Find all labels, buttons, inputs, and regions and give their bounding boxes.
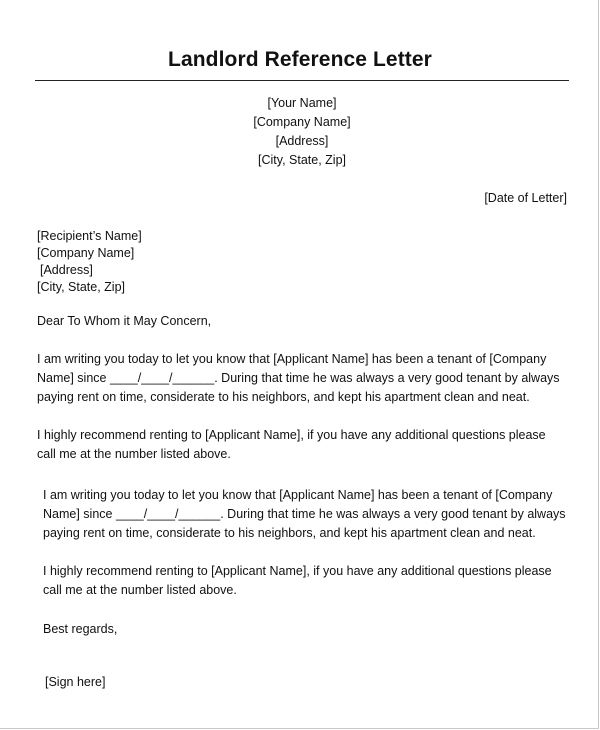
paragraph-1-line-3: paying rent on time, considerate to his neighbors, and kept his apartment clean and neat.: [37, 390, 530, 404]
paragraph-3-line-1: I am writing you today to let you know that [Applicant Name] has been a tenant of [Company: [43, 488, 553, 502]
closing: Best regards,: [43, 622, 118, 636]
paragraph-4-line-2: call me at the number listed above.: [43, 583, 237, 597]
recipient-city: [City, State, Zip]: [37, 280, 125, 294]
title-divider: [35, 80, 569, 81]
paragraph-2-line-2: call me at the number listed above.: [37, 447, 231, 461]
sender-company: [Company Name]: [253, 115, 351, 129]
paragraph-3-line-3: paying rent on time, considerate to his neighbors, and kept his apartment clean and neat.: [43, 526, 536, 540]
paragraph-3-line-2: Name] since ____/____/______. During that time he was always a very good tenant by always: [43, 507, 566, 521]
sender-city: [City, State, Zip]: [258, 153, 346, 167]
signature: [Sign here]: [45, 675, 106, 689]
recipient-company: [Company Name]: [37, 246, 135, 260]
recipient-address: [Address]: [40, 263, 93, 277]
paragraph-4-line-1: I highly recommend renting to [Applicant Name], if you have any additional questions please: [43, 564, 552, 578]
salutation: Dear To Whom it May Concern,: [37, 314, 212, 328]
letter-date: [Date of Letter]: [484, 191, 567, 205]
sender-address: [Address]: [275, 134, 329, 148]
paragraph-2-line-1: I highly recommend renting to [Applicant Name], if you have any additional questions please: [37, 428, 546, 442]
recipient-name: [Recipient’s Name]: [37, 229, 142, 243]
document-title: Landlord Reference Letter: [168, 48, 432, 71]
paragraph-1-line-2: Name] since ____/____/______. During that time he was always a very good tenant by always: [37, 371, 560, 385]
sender-name: [Your Name]: [267, 96, 337, 110]
paragraph-1-line-1: I am writing you today to let you know that [Applicant Name] has been a tenant of [Company: [37, 352, 547, 366]
